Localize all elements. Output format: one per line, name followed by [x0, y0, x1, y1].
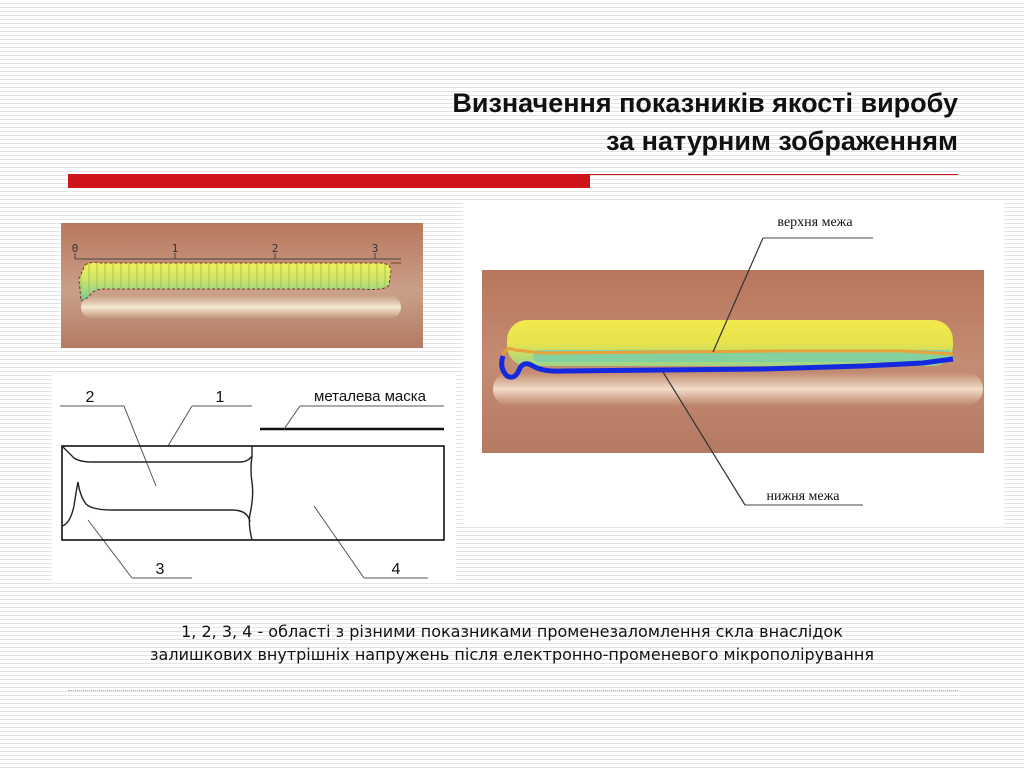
region-boundary-right [249, 456, 252, 540]
metal-mask-label: металева маска [314, 388, 426, 405]
schematic-diagram [52, 374, 456, 580]
leader-line-3 [88, 520, 132, 578]
mask-leader-line [284, 406, 300, 429]
region-label-4: 4 [391, 561, 401, 578]
region-label-2: 2 [85, 389, 95, 406]
measurement-photo [61, 223, 423, 348]
footer-divider [68, 690, 958, 691]
caption-line-1: 1, 2, 3, 4 - області з різними показниками променезаломлення скла внаслідок [181, 622, 843, 641]
scale-label-2: 2 [271, 242, 279, 255]
title-divider-thin [590, 174, 958, 175]
upper-boundary-label: верхня межа [777, 215, 853, 230]
scale-label-3: 3 [371, 242, 379, 255]
title-line-2: за натурним зображенням [606, 126, 958, 156]
scale-label-0: 0 [71, 242, 79, 255]
boundary-photo-graphic [463, 200, 1004, 524]
title-divider-thick [68, 174, 590, 188]
region-boundary-lower [62, 482, 250, 526]
title-divider [68, 174, 958, 188]
measurement-photo-graphic [61, 223, 423, 348]
caption-line-2: залишкових внутрішніх напружень після електронно-променевого мікрополірування [150, 645, 874, 664]
title-line-1: Визначення показників якості виробу [452, 88, 958, 118]
leader-line-1 [168, 406, 192, 446]
slide-title [300, 84, 958, 160]
glow-stripe [493, 372, 983, 406]
region-label-1: 1 [215, 389, 225, 406]
region-boundary-top [62, 446, 252, 462]
figure-caption [60, 620, 964, 666]
lower-boundary-label: нижня межа [766, 489, 840, 504]
schematic-graphic [52, 374, 456, 580]
scale-label-1: 1 [171, 242, 179, 255]
glow-stripe [81, 295, 401, 319]
leader-line-4 [314, 506, 364, 578]
region-label-3: 3 [155, 561, 165, 578]
boundary-photo [463, 200, 1004, 524]
